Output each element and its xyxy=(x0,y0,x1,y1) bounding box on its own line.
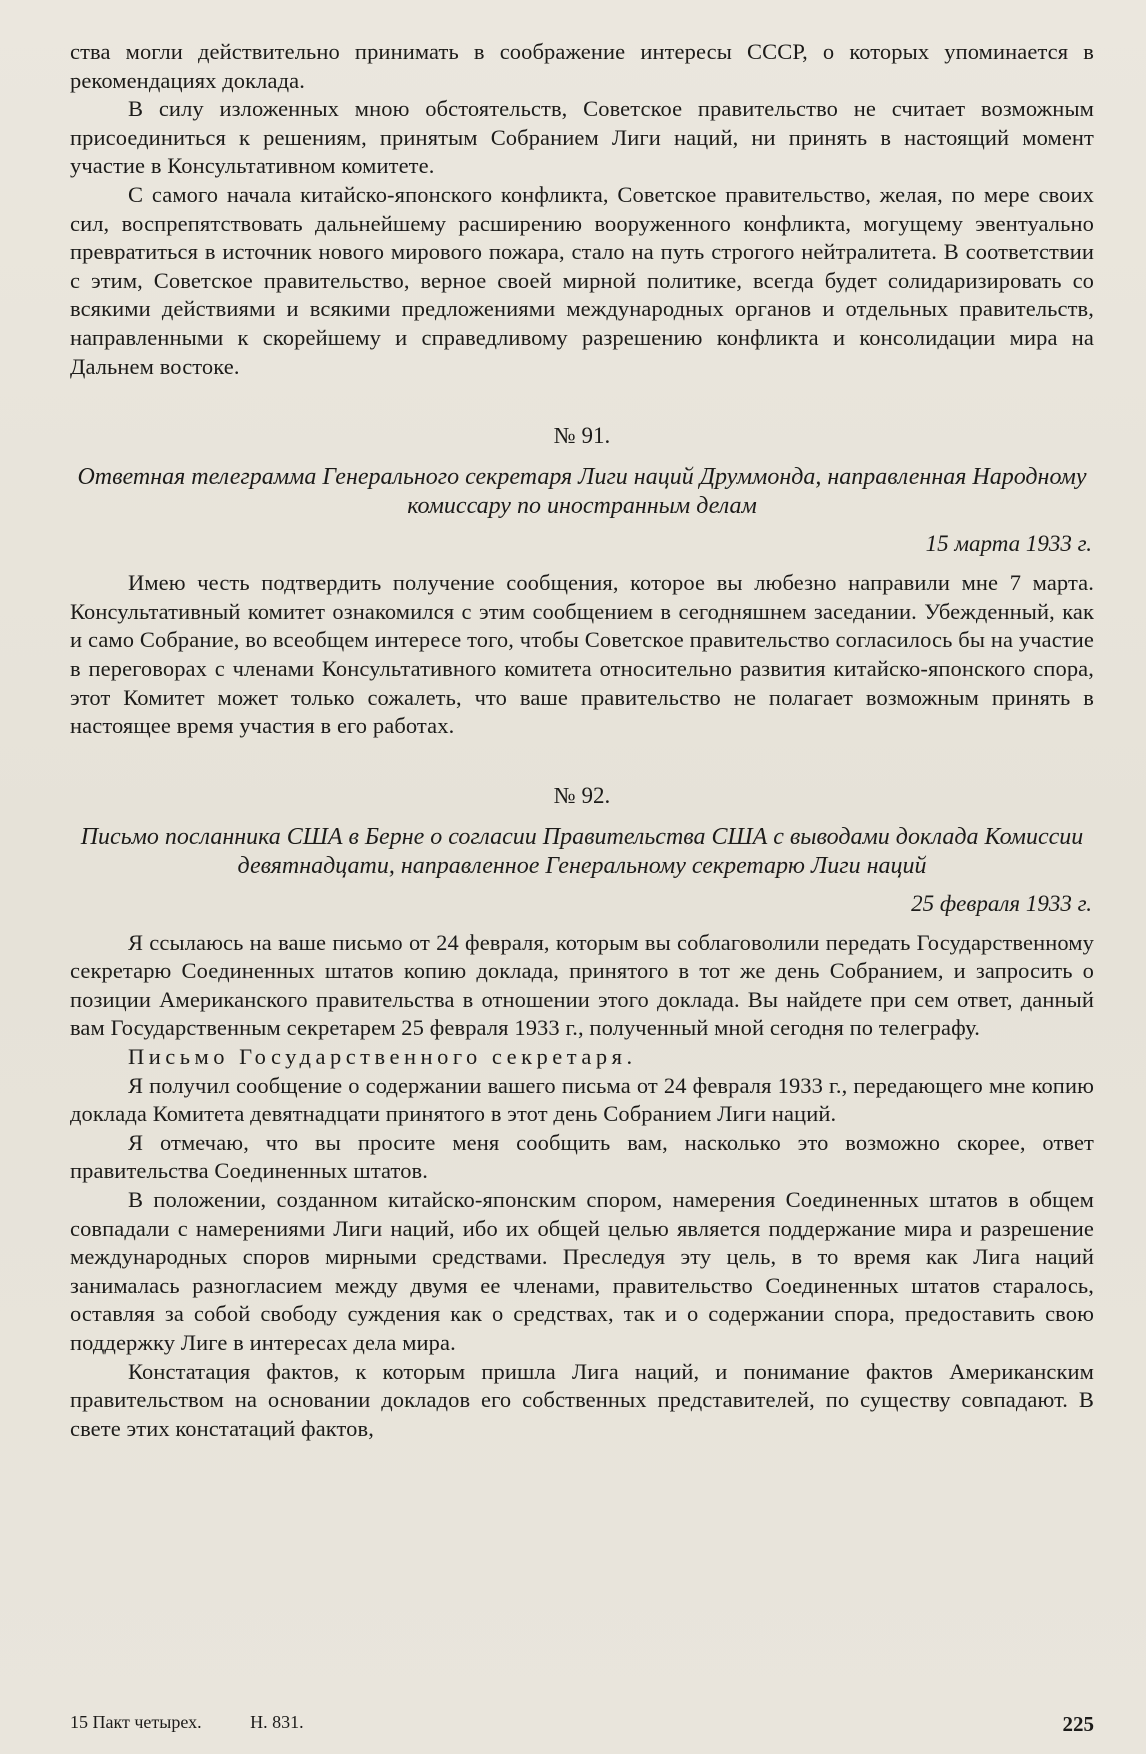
page-number: 225 xyxy=(1062,1712,1094,1736)
footer-signature-block xyxy=(70,1712,348,1737)
document-date: 15 марта 1933 г. xyxy=(925,531,1092,557)
document-92 xyxy=(70,783,1094,1444)
document-date: 25 февраля 1933 г. xyxy=(911,890,1092,916)
letter-heading: Письмо Государственного секретаря. xyxy=(128,1044,637,1070)
paragraph: С самого начала китайско-японского конфликта, Советское правительство, желая, по мере своих сил, воспрепятствовать дальнейшему расширению вооруженного конфликта, могущему эвентуально превратиться в источник нового мирового пожара, стало на путь строгого нейтралитета. В соответствии с этим, Советское правительство, верное своей мирной политике, всегда будет солидаризировать со всякими действиями и всякими предложениями международных органов и отдельных правительств, направленными к скорейшему и справедливому разрешению конфликта и консолидации мира на Дальнем востоке. xyxy=(70,181,1094,379)
paragraph: Я ссылаюсь на ваше письмо от 24 февраля, которым вы соблаговолили передать Государственному секретарю Соединенных штатов копию доклада, принятого в тот же день Собранием, и запросить о позиции Американского правительства в отношении этого доклада. Вы найдете при сем ответ, данный вам Государственным секретарем 25 февраля 1933 г., полученный мной сегодня по телеграфу. xyxy=(70,929,1094,1041)
page-footer xyxy=(70,1712,1094,1737)
footer-code: Н. 831. xyxy=(250,1712,304,1732)
paragraph: Я отмечаю, что вы просите меня сообщить вам, насколько это возможно скорее, ответ правительства Соединенных штатов. xyxy=(70,1129,1094,1184)
document-title: Письмо посланника США в Берне о согласии Правительства США с выводами доклада Комиссии девятнадцати, направленное Генеральному секретарю Лиги наций xyxy=(80,823,1084,879)
document-number: № 91. xyxy=(553,423,611,449)
document-number: № 92. xyxy=(553,782,611,808)
document-title: Ответная телеграмма Генерального секретаря Лиги наций Друммонда, направленная Народному комиссару по иностранным делам xyxy=(77,464,1087,520)
paragraph: Я получил сообщение о содержании вашего письма от 24 февраля 1933 г., передающего мне копию доклада Комитета девятнадцати принятого в этот день Собранием Лиги наций. xyxy=(70,1072,1094,1127)
paragraph: В силу изложенных мною обстоятельств, Советское правительство не считает возможным присоединиться к решениям, принятым Собранием Лиги наций, ни принять в настоящий момент участие в Консультативном комитете. xyxy=(70,96,1094,179)
paragraph: ства могли действительно принимать в соображение интересы СССР, о которых упоминается в рекомендациях доклада. xyxy=(70,39,1094,93)
paragraph: В положении, созданном китайско-японским спором, намерения Соединенных штатов в общем совпадали с намерениями Лиги наций, ибо их общей целью является поддержание мира и разрешение международных споров мирными средствами. Преследуя эту цель, в то время как Лига наций занималась разногласием между двумя ее членами, правительство Соединенных штатов старалось, оставляя за собой свободу суждения как о средствах, так и о содержании спора, предоставить свою поддержку Лиге в интересах дела мира. xyxy=(70,1187,1094,1355)
document-91 xyxy=(70,423,1094,741)
footer-signature: 15 Пакт четырех. xyxy=(70,1712,202,1732)
paragraph: Имею честь подтвердить получение сообщения, которое вы любезно направили мне 7 марта. Консультативный комитет ознакомился с этим сообщением в сегодняшнем заседании. Убежденный, как и само Собрание, во всеобщем интересе того, чтобы Советское правительство согласилось бы на участие в переговорах с членами Консультативного комитета относительно развития китайско-японского спора, этот Комитет может только сожалеть, что ваше правительство не полагает возможным принять в настоящее время участия в его работах. xyxy=(70,570,1094,739)
paragraph: Констатация фактов, к которым пришла Лига наций, и понимание фактов Американским правительством на основании докладов его собственных представителей, по существу совпадают. В свете этих констатаций фактов, xyxy=(70,1358,1094,1441)
